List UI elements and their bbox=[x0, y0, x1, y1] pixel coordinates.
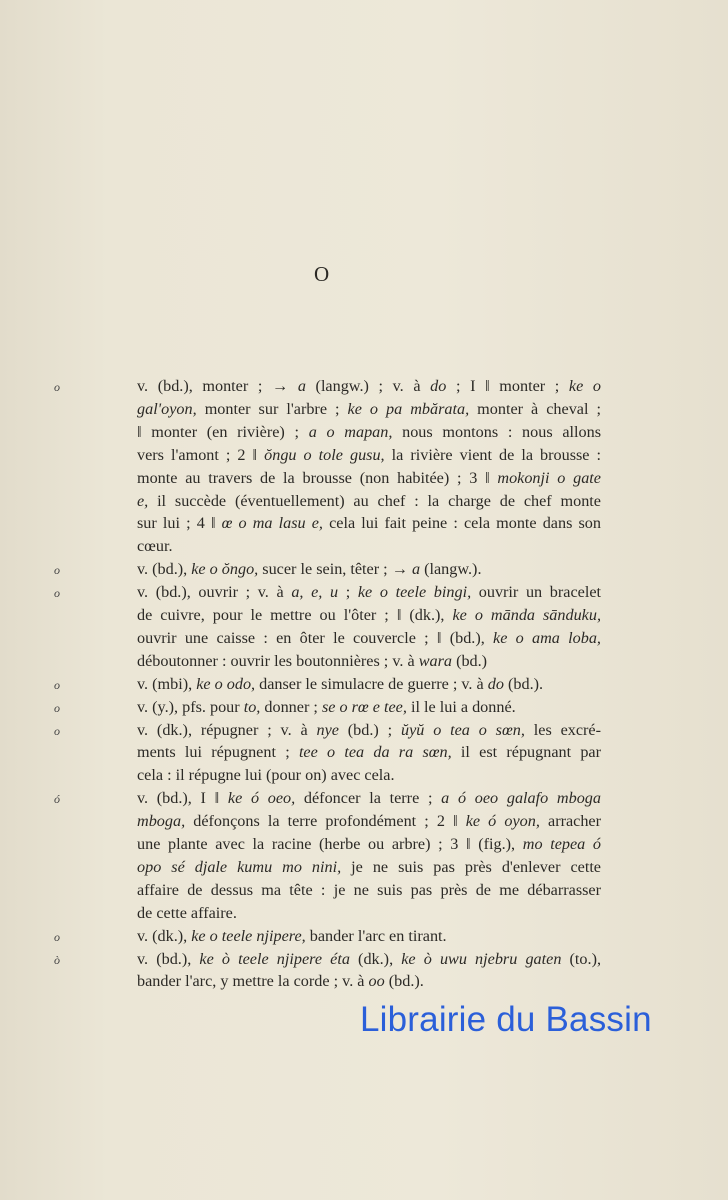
vernacular-text: ŏngu o tole gusu, bbox=[264, 445, 385, 464]
vernacular-text: a bbox=[411, 560, 421, 579]
entry-line bbox=[137, 742, 601, 762]
entry-line bbox=[137, 834, 601, 854]
entry-line bbox=[137, 903, 601, 923]
definition-text: nous montons : nous allons bbox=[392, 422, 601, 441]
entry-headword: o bbox=[54, 380, 60, 394]
vernacular-text: ke ò uwu njebru gaten bbox=[401, 949, 562, 968]
vernacular-text: ke ó oeo, bbox=[227, 789, 296, 808]
definition-text: v. (bd.), I ‖ bbox=[137, 789, 228, 808]
definition-text: ; bbox=[338, 583, 358, 602]
entry-line bbox=[137, 674, 601, 694]
vernacular-text: mokonji o gate bbox=[497, 468, 601, 487]
entry-line bbox=[137, 857, 601, 877]
vernacular-text: mo tepea ó bbox=[522, 835, 601, 853]
definition-text: (bd.). bbox=[503, 674, 544, 693]
definition-text: cœur. bbox=[137, 537, 173, 556]
vernacular-text: ke o pa mbărata, bbox=[347, 399, 470, 418]
entry-headword: o bbox=[54, 563, 60, 578]
section-letter: O bbox=[314, 262, 330, 286]
entry-line bbox=[137, 445, 601, 465]
definition-text: défonçons la terre profondément ; 2 ‖ bbox=[185, 812, 466, 831]
vernacular-text: opo sé djale kumu mo nini, bbox=[137, 857, 342, 876]
definition-text: il le lui a donné. bbox=[406, 697, 516, 716]
definition-text: il succède (éventuellement) au chef : la charge de chef monte bbox=[148, 491, 601, 510]
vernacular-text: e, bbox=[137, 491, 149, 510]
vernacular-text: a bbox=[297, 377, 306, 395]
vernacular-text: œ o ma lasu e, bbox=[221, 514, 323, 533]
vernacular-text: ke o bbox=[568, 377, 601, 395]
definition-text: cela lui fait peine : cela monte dans son bbox=[322, 514, 601, 533]
definition-text: de cuivre, pour le mettre ou l'ôter ; ‖ (dk.), bbox=[137, 606, 453, 624]
definition-text: sur lui ; 4 ‖ bbox=[137, 514, 222, 533]
definition-text: les excré- bbox=[524, 720, 602, 739]
entry-headword: o bbox=[54, 700, 60, 715]
definition-text: (langw.) ; v. à bbox=[305, 377, 431, 395]
entry-line bbox=[137, 949, 601, 969]
definition-text: ouvrir une caisse : en ôter le couvercle ; ‖ (bd.), bbox=[137, 628, 494, 647]
vernacular-text: ke o ŏngo, bbox=[191, 560, 259, 579]
definition-text: il est répugnant par bbox=[451, 743, 602, 762]
entry-line bbox=[137, 628, 601, 648]
definition-text: v. (bd.), ouvrir ; v. à bbox=[137, 583, 292, 602]
definition-text: v. (dk.), bbox=[137, 926, 192, 945]
vernacular-text: a ó oeo galafo mboga bbox=[441, 789, 601, 808]
definition-text: déboutonner : ouvrir les boutonnières ; v. à bbox=[137, 651, 419, 670]
definition-text: v. (y.), pfs. pour bbox=[137, 697, 244, 716]
entry-line bbox=[137, 559, 601, 579]
definition-text: affaire de dessus ma tête : je ne suis pas près de me débarrasser bbox=[137, 880, 601, 899]
vernacular-text: ke ò teele njipere éta bbox=[199, 949, 350, 968]
definition-text: v. (mbi), bbox=[137, 674, 197, 693]
definition-text: vers l'amont ; 2 ‖ bbox=[137, 445, 265, 464]
definition-text: v. (bd.), bbox=[137, 560, 192, 579]
definition-text: sucer le sein, têter ; → bbox=[258, 560, 412, 579]
vernacular-text: mboga, bbox=[137, 812, 186, 831]
entry-line bbox=[137, 536, 601, 556]
definition-text: une plante avec la racine (herbe ou arbre) ; 3 ‖ (fig.), bbox=[137, 835, 523, 853]
definition-text: (to.), bbox=[561, 949, 602, 968]
vernacular-text: ke o teele njipere, bbox=[191, 926, 306, 945]
vernacular-text: wara bbox=[418, 651, 453, 670]
vernacular-text: ke o odo, bbox=[196, 674, 256, 693]
entry-line bbox=[137, 697, 601, 717]
vernacular-text: nye bbox=[316, 720, 339, 739]
entry-line bbox=[137, 491, 601, 511]
vernacular-text: gal'oyon, bbox=[137, 399, 197, 418]
entry-line bbox=[137, 971, 601, 991]
entry-line bbox=[137, 651, 601, 671]
definition-text: ments lui répugnent ; bbox=[137, 743, 299, 762]
entry-headword: o bbox=[54, 723, 60, 738]
vernacular-text: do bbox=[430, 377, 447, 395]
definition-text: (dk.), bbox=[349, 949, 402, 968]
vernacular-text: to, bbox=[243, 697, 261, 716]
definition-text: (bd.) ; bbox=[338, 720, 401, 739]
definition-text: donner ; bbox=[260, 697, 322, 716]
vernacular-text: ke ó oyon, bbox=[465, 812, 540, 831]
vernacular-text: a, e, u bbox=[291, 583, 339, 602]
vernacular-text: se o rœ e tee, bbox=[321, 697, 407, 716]
definition-text: v. (dk.), répugner ; v. à bbox=[137, 720, 317, 739]
definition-text: je ne suis pas près d'enlever cette bbox=[341, 857, 601, 876]
definition-text: défoncer la terre ; bbox=[295, 789, 442, 808]
definition-text: danser le simulacre de guerre ; v. à bbox=[255, 674, 488, 693]
entry-line bbox=[137, 582, 601, 602]
entry-line bbox=[137, 422, 601, 442]
definition-text: (langw.). bbox=[420, 560, 482, 579]
definition-text: arracher bbox=[539, 812, 602, 831]
definition-text: (bd.) bbox=[452, 651, 488, 670]
entry-line bbox=[137, 765, 601, 785]
entry-line bbox=[137, 788, 601, 808]
vernacular-text: do bbox=[487, 674, 504, 693]
definition-text: de cette affaire. bbox=[137, 903, 237, 922]
definition-text: v. (bd.), monter ; → bbox=[137, 377, 298, 395]
definition-text: (bd.). bbox=[384, 972, 424, 991]
entry-line bbox=[137, 880, 601, 900]
definition-text: ouvrir un bracelet bbox=[471, 583, 602, 602]
definition-text: v. (bd.), bbox=[137, 949, 200, 968]
definition-text: monter sur l'arbre ; bbox=[196, 399, 348, 418]
definition-text: ‖ monter (en rivière) ; bbox=[137, 422, 309, 441]
entry-line bbox=[137, 376, 601, 396]
entry-line bbox=[137, 605, 601, 625]
definition-text: bander l'arc, y mettre la corde ; v. à bbox=[137, 972, 369, 991]
vernacular-text: ke o mānda sānduku, bbox=[452, 606, 602, 624]
vernacular-text: oo bbox=[368, 972, 385, 991]
vernacular-text: ŭyŭ o tea o sœn, bbox=[400, 720, 525, 739]
vernacular-text: ke o ama loba, bbox=[493, 628, 601, 647]
definition-text: cela : il répugne lui (pour on) avec cela. bbox=[137, 766, 395, 785]
definition-text: monter à cheval ; bbox=[469, 399, 601, 418]
definition-text: monte au travers de la brousse (non habitée) ; 3 ‖ bbox=[137, 468, 498, 487]
vernacular-text: tee o tea da ra sœn, bbox=[298, 743, 452, 762]
entry-headword: ó bbox=[54, 792, 60, 807]
entry-line bbox=[137, 926, 601, 946]
definition-text: bander l'arc en tirant. bbox=[305, 926, 447, 945]
entry-headword: ò bbox=[54, 952, 60, 967]
definition-text: la rivière vient de la brousse : bbox=[384, 445, 602, 464]
vernacular-text: a o mapan, bbox=[308, 422, 393, 441]
entry-line bbox=[137, 720, 601, 740]
entry-line bbox=[137, 468, 601, 488]
entry-line bbox=[137, 513, 601, 533]
entry-headword: o bbox=[54, 586, 60, 601]
watermark: Librairie du Bassin bbox=[360, 1000, 652, 1039]
vernacular-text: ke o teele bingi, bbox=[357, 583, 472, 602]
entry-headword: o bbox=[54, 677, 60, 692]
entry-line bbox=[137, 399, 601, 419]
definition-text: ; I ‖ monter ; bbox=[446, 377, 569, 395]
entry-headword: o bbox=[54, 929, 60, 944]
entry-line bbox=[137, 811, 601, 831]
